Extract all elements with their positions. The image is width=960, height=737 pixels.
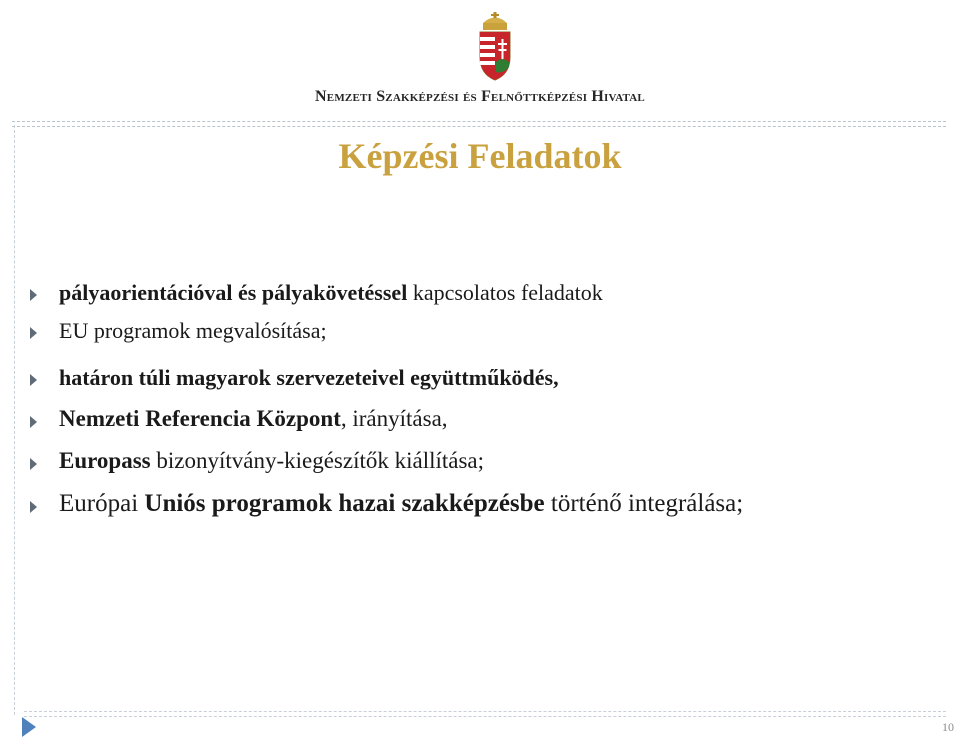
bullet-text-run: határon túli magyarok szervezeteivel együttműködés, xyxy=(59,365,559,390)
bullet-text-run: Európai xyxy=(59,490,145,517)
bullet-arrow-icon xyxy=(30,416,37,428)
bullet-text-run: történő integrálása; xyxy=(544,490,744,517)
bullet-text-run: kapcsolatos feladatok xyxy=(407,280,603,305)
bullet-text xyxy=(59,448,484,474)
slide-title: Képzési Feladatok xyxy=(338,136,622,176)
hungarian-coat-of-arms-logo xyxy=(465,12,525,82)
bullet-text xyxy=(59,280,603,306)
bullet-text xyxy=(59,318,327,344)
bullet-text-run: pályaorientációval és pályakövetéssel xyxy=(59,280,408,305)
left-margin-guide xyxy=(14,125,15,715)
bullet-text xyxy=(59,490,743,518)
bullet-text xyxy=(59,406,448,432)
page-number: 10 xyxy=(942,720,954,734)
header-divider xyxy=(12,121,946,127)
bullet-text-run: EU programok megvalósítása; xyxy=(59,318,327,343)
bullet-text xyxy=(59,365,559,391)
bullet-arrow-icon xyxy=(30,501,37,513)
bullet-text-run: Uniós programok hazai szakképzésbe xyxy=(144,490,545,517)
bullet-text-run: bizonyítvány-kiegészítők kiállítása; xyxy=(150,448,485,473)
bullet-text-run: Nemzeti Referencia Központ xyxy=(59,406,341,431)
bullet-text-run: , irányítása, xyxy=(340,406,448,431)
bullet-text-run: Europass xyxy=(59,448,151,473)
bullet-arrow-icon xyxy=(30,374,37,386)
organization-name: Nemzeti Szakképzési és Felnőttképzési Hivatal xyxy=(315,88,645,105)
bullet-arrow-icon xyxy=(30,327,37,339)
bullet-arrow-icon xyxy=(30,289,37,301)
footer-divider xyxy=(24,711,946,717)
next-slide-arrow-icon[interactable] xyxy=(22,717,36,737)
bullet-arrow-icon xyxy=(30,458,37,470)
